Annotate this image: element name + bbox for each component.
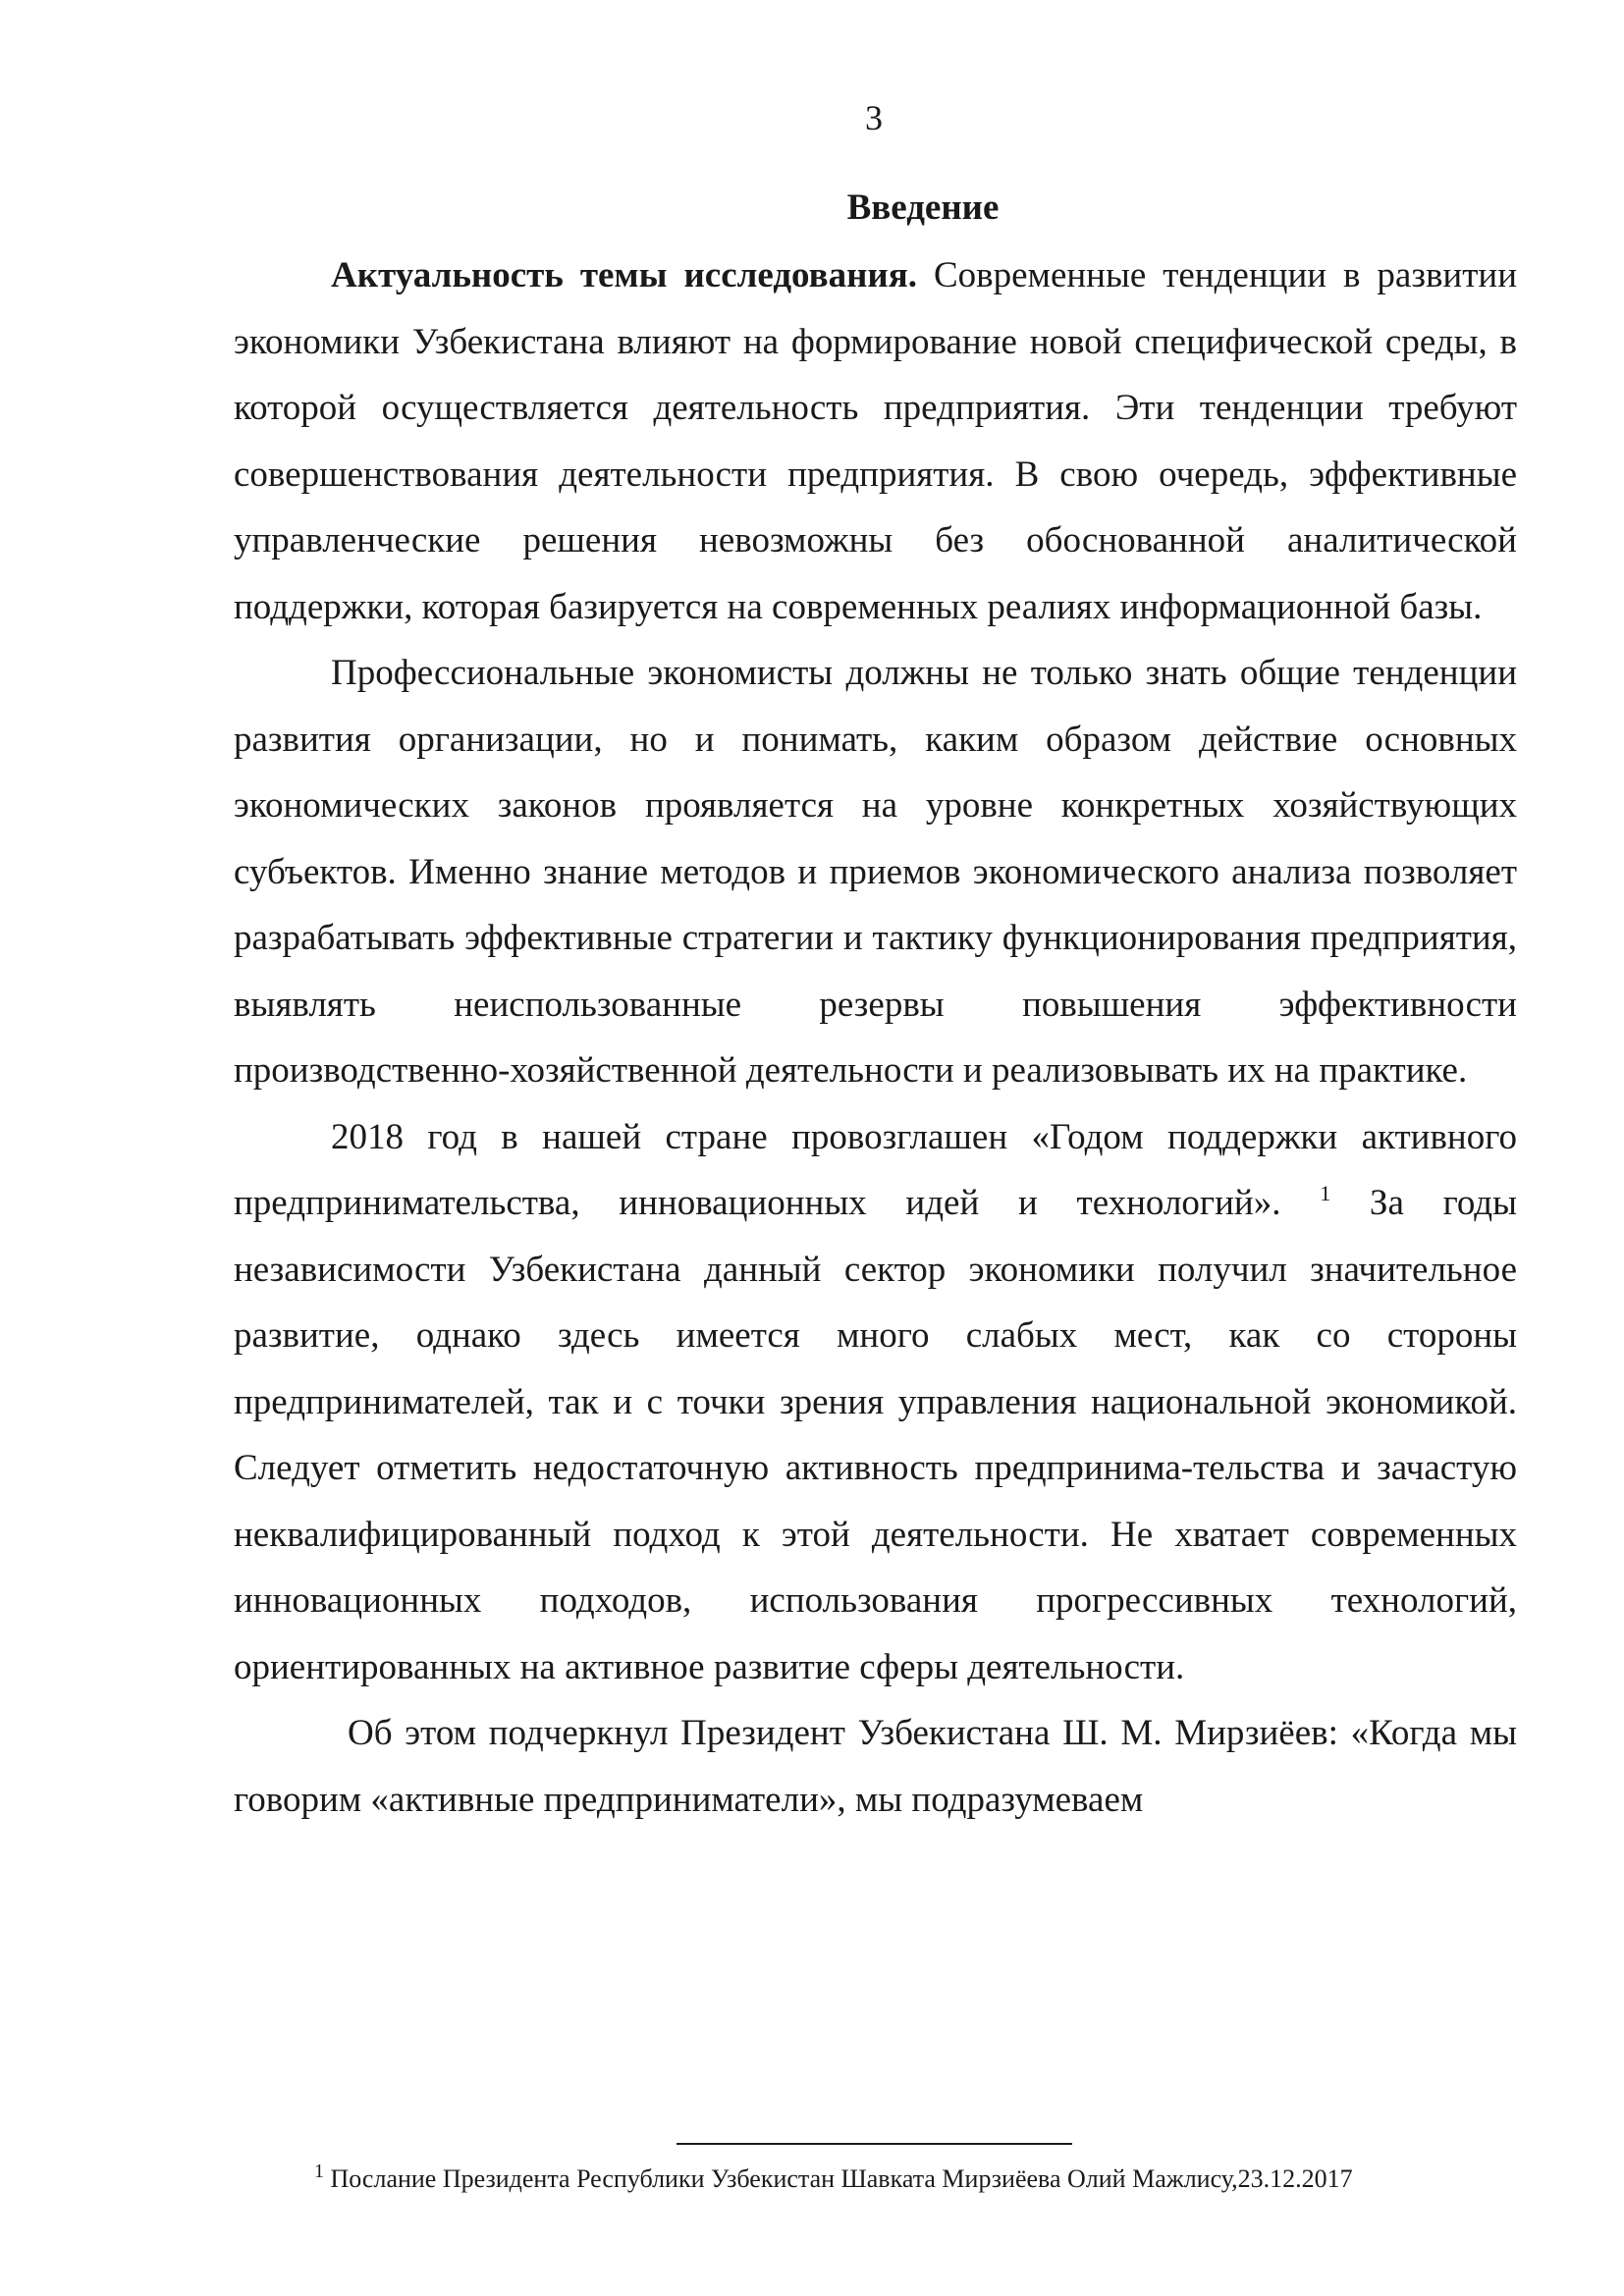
footnote-text: Послание Президента Республики Узбекистан Шавката Мирзиёева Олий Мажлису,23.12.2017 [324,2164,1353,2193]
body-text [234,242,1517,1833]
paragraph-president [234,1700,1517,1833]
paragraph-2018-year [234,1104,1517,1701]
paragraph-text: Современные тенденции в развитии экономики Узбекистана влияют на формирование новой специфической среды, в которой осуществляется деятельность предприятия. Эти тенденции требуют совершенствования деятельности предприятия. В свою очередь, эффективные управленческие решения невозможны без обоснованной аналитической поддержки, которая базируется на современных реалиях информационной базы. [234,255,1517,627]
paragraph-text: Об этом подчеркнул Президент Узбекистана Ш. М. Мирзиёев: «Когда мы говорим «активные предприниматели», мы подразумеваем [234,1713,1517,1820]
paragraph-text-continued: За годы независимости Узбекистана данный сектор экономики получил значительное развитие, однако здесь имеется много слабых мест, как со стороны предпринимателей, так и с точки зрения управления национальной экономикой. Следует отметить недостаточную активность предпринима-тельства и зачастую неквалифицированный подход к этой деятельности. Не хватает современных инновационных подходов, использования прогрессивных технологий, ориентированных на активное развитие сферы деятельности. [234,1183,1517,1687]
footnote-reference[interactable]: 1 [1320,1181,1331,1205]
paragraph-economists [234,640,1517,1104]
section-heading: Введение [846,187,1000,228]
footnote-marker: 1 [314,2161,324,2182]
paragraph-lead: Актуальность темы исследования. [331,255,917,295]
footnote [314,2162,1532,2197]
paragraph-text: 2018 год в нашей стране провозглашен «Годом поддержки активного предпринимательства, инновационных идей и технологий». [234,1116,1517,1223]
footnote-separator [677,2143,1072,2145]
page-number: 3 [865,98,883,137]
paragraph-relevance [234,242,1517,640]
paragraph-text: Профессиональные экономисты должны не только знать общие тенденции развития организации, но и понимать, каким образом действие основных экономических законов проявляется на уровне конкретных хозяйствующих субъектов. Именно знание методов и приемов экономического анализа позволяет разрабатывать эффективные стратегии и тактику функционирования предприятия, выявлять неиспользованные резервы повышения эффективности производственно-хозяйственной деятельности и реализовывать их на практике. [234,653,1517,1091]
